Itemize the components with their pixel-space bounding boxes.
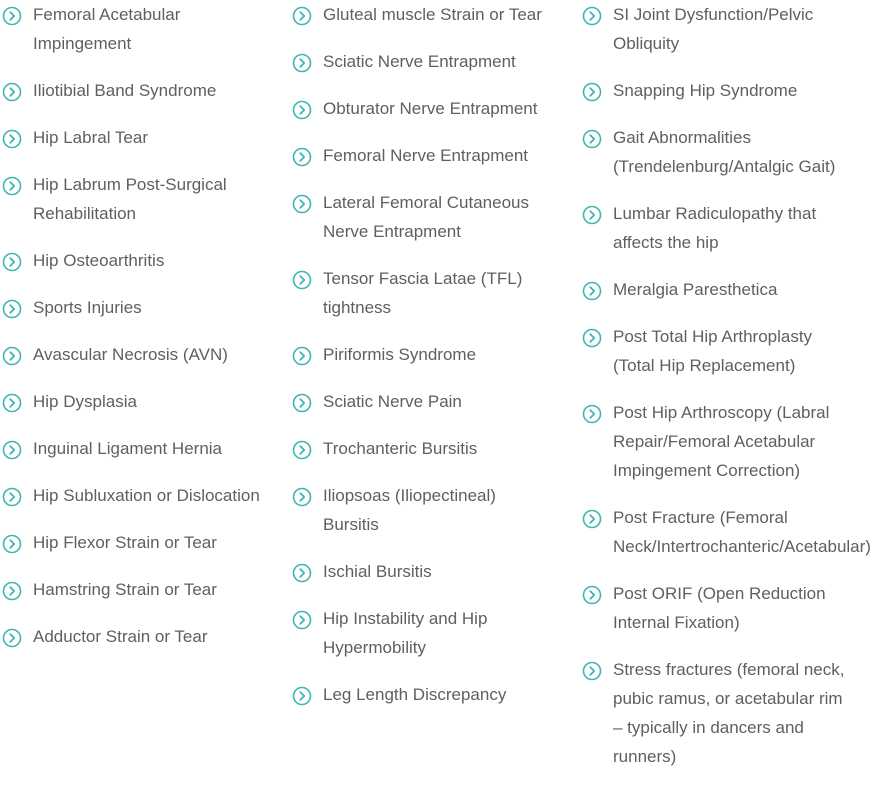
chevron-circle-right-icon xyxy=(582,509,602,529)
list-item-label: runners) xyxy=(613,747,677,766)
list-item-label: (Total Hip Replacement) xyxy=(613,356,796,375)
list-item-label: (Trendelenburg/Antalgic Gait) xyxy=(613,157,836,176)
list-item-label: Gluteal muscle Strain or Tear xyxy=(323,5,542,24)
list-item xyxy=(0,575,285,604)
list-item xyxy=(290,481,575,539)
list-item xyxy=(580,123,894,181)
list-item-label: Obliquity xyxy=(613,34,680,53)
list-item xyxy=(290,141,575,170)
list-item-label: Hip Osteoarthritis xyxy=(33,251,165,270)
list-item xyxy=(580,322,894,380)
list-item xyxy=(580,76,894,105)
list-item-label: Sports Injuries xyxy=(33,298,142,317)
list-item-label: Leg Length Discrepancy xyxy=(323,685,507,704)
chevron-circle-right-icon xyxy=(2,299,22,319)
list-item-label: Trochanteric Bursitis xyxy=(323,439,478,458)
list-item xyxy=(580,579,894,637)
chevron-circle-right-icon xyxy=(2,82,22,102)
list-item xyxy=(290,188,575,246)
chevron-circle-right-icon xyxy=(292,563,312,583)
chevron-circle-right-icon xyxy=(2,440,22,460)
list-item-label: Hypermobility xyxy=(323,638,426,657)
chevron-circle-right-icon xyxy=(582,328,602,348)
chevron-circle-right-icon xyxy=(292,194,312,214)
chevron-circle-right-icon xyxy=(2,6,22,26)
chevron-circle-right-icon xyxy=(582,6,602,26)
list-item xyxy=(290,340,575,369)
list-item-label: Avascular Necrosis (AVN) xyxy=(33,345,228,364)
list-item-label: Meralgia Paresthetica xyxy=(613,280,778,299)
list-item xyxy=(0,528,285,557)
chevron-circle-right-icon xyxy=(582,661,602,681)
list-item-label: Iliopsoas (Iliopectineal) xyxy=(323,486,496,505)
chevron-circle-right-icon xyxy=(2,393,22,413)
list-item-label: Sciatic Nerve Entrapment xyxy=(323,52,516,71)
list-item-label: Post Total Hip Arthroplasty xyxy=(613,327,813,346)
list-item-label: Hip Subluxation or Dislocation xyxy=(33,486,260,505)
list-item-label: Inguinal Ligament Hernia xyxy=(33,439,223,458)
list-item-label: Ischial Bursitis xyxy=(323,562,432,581)
list-item xyxy=(0,246,285,275)
chevron-circle-right-icon xyxy=(582,404,602,424)
list-item-label: pubic ramus, or acetabular rim xyxy=(613,689,843,708)
list-item-label: Tensor Fascia Latae (TFL) xyxy=(323,269,523,288)
list-item xyxy=(0,76,285,105)
chevron-circle-right-icon xyxy=(582,281,602,301)
list-item-label: Snapping Hip Syndrome xyxy=(613,81,798,100)
list-item-label: Hamstring Strain or Tear xyxy=(33,580,217,599)
list-item-label: Neck/Intertrochanteric/Acetabular) xyxy=(613,537,871,556)
list-item-label: Hip Labrum Post-Surgical xyxy=(33,175,227,194)
list-item-label: SI Joint Dysfunction/Pelvic xyxy=(613,5,814,24)
chevron-circle-right-icon xyxy=(292,6,312,26)
chevron-circle-right-icon xyxy=(2,129,22,149)
chevron-circle-right-icon xyxy=(582,82,602,102)
list-item-label: Bursitis xyxy=(323,515,379,534)
chevron-circle-right-icon xyxy=(292,100,312,120)
list-item-label: Internal Fixation) xyxy=(613,613,740,632)
list-item xyxy=(0,0,285,58)
chevron-circle-right-icon xyxy=(2,487,22,507)
list-item-label: Rehabilitation xyxy=(33,204,137,223)
chevron-circle-right-icon xyxy=(2,581,22,601)
list-item xyxy=(580,398,894,485)
list-item-label: Femoral Acetabular xyxy=(33,5,181,24)
list-item-label: Femoral Nerve Entrapment xyxy=(323,146,529,165)
list-item xyxy=(580,503,894,561)
list-item xyxy=(290,47,575,76)
chevron-circle-right-icon xyxy=(292,610,312,630)
list-item xyxy=(0,293,285,322)
conditions-column-1 xyxy=(0,0,285,669)
chevron-circle-right-icon xyxy=(292,53,312,73)
list-item xyxy=(580,0,894,58)
list-item xyxy=(290,0,575,29)
chevron-circle-right-icon xyxy=(582,205,602,225)
list-item xyxy=(580,655,894,771)
list-item-label: tightness xyxy=(323,298,392,317)
list-item-label: Hip Labral Tear xyxy=(33,128,148,147)
list-item xyxy=(580,199,894,257)
list-item xyxy=(290,434,575,463)
list-item-label: Impingement Correction) xyxy=(613,461,801,480)
list-item xyxy=(290,94,575,123)
list-item xyxy=(290,557,575,586)
list-item xyxy=(0,170,285,228)
conditions-column-2 xyxy=(290,0,575,727)
chevron-circle-right-icon xyxy=(292,147,312,167)
list-item-label: Adductor Strain or Tear xyxy=(33,627,208,646)
list-item-label: Lateral Femoral Cutaneous xyxy=(323,193,530,212)
list-item-label: Piriformis Syndrome xyxy=(323,345,477,364)
list-item-label: Hip Instability and Hip xyxy=(323,609,488,628)
list-item-label: Repair/Femoral Acetabular xyxy=(613,432,816,451)
list-item-label: Post Fracture (Femoral xyxy=(613,508,788,527)
list-item-label: Impingement xyxy=(33,34,132,53)
chevron-circle-right-icon xyxy=(582,129,602,149)
chevron-circle-right-icon xyxy=(582,585,602,605)
list-item xyxy=(0,434,285,463)
list-item xyxy=(290,604,575,662)
chevron-circle-right-icon xyxy=(292,346,312,366)
list-item-label: Post Hip Arthroscopy (Labral xyxy=(613,403,830,422)
list-item-label: Iliotibial Band Syndrome xyxy=(33,81,217,100)
list-item xyxy=(0,123,285,152)
list-item-label: – typically in dancers and xyxy=(613,718,804,737)
chevron-circle-right-icon xyxy=(2,628,22,648)
conditions-column-3 xyxy=(580,0,894,789)
chevron-circle-right-icon xyxy=(2,176,22,196)
chevron-circle-right-icon xyxy=(2,534,22,554)
chevron-circle-right-icon xyxy=(292,270,312,290)
list-item-label: Lumbar Radiculopathy that xyxy=(613,204,817,223)
list-item xyxy=(0,622,285,651)
list-item-label: Gait Abnormalities xyxy=(613,128,751,147)
chevron-circle-right-icon xyxy=(292,487,312,507)
list-item-label: Hip Dysplasia xyxy=(33,392,137,411)
list-item-label: Stress fractures (femoral neck, xyxy=(613,660,845,679)
list-item-label: Hip Flexor Strain or Tear xyxy=(33,533,217,552)
list-item xyxy=(290,264,575,322)
chevron-circle-right-icon xyxy=(2,346,22,366)
chevron-circle-right-icon xyxy=(292,440,312,460)
list-item xyxy=(0,481,285,510)
list-item xyxy=(580,275,894,304)
list-item xyxy=(0,387,285,416)
chevron-circle-right-icon xyxy=(2,252,22,272)
list-item-label: Obturator Nerve Entrapment xyxy=(323,99,538,118)
list-item-label: Post ORIF (Open Reduction xyxy=(613,584,826,603)
list-item-label: affects the hip xyxy=(613,233,719,252)
chevron-circle-right-icon xyxy=(292,393,312,413)
list-item xyxy=(290,387,575,416)
list-item-label: Nerve Entrapment xyxy=(323,222,461,241)
list-item xyxy=(0,340,285,369)
list-item-label: Sciatic Nerve Pain xyxy=(323,392,462,411)
list-item xyxy=(290,680,575,709)
chevron-circle-right-icon xyxy=(292,686,312,706)
